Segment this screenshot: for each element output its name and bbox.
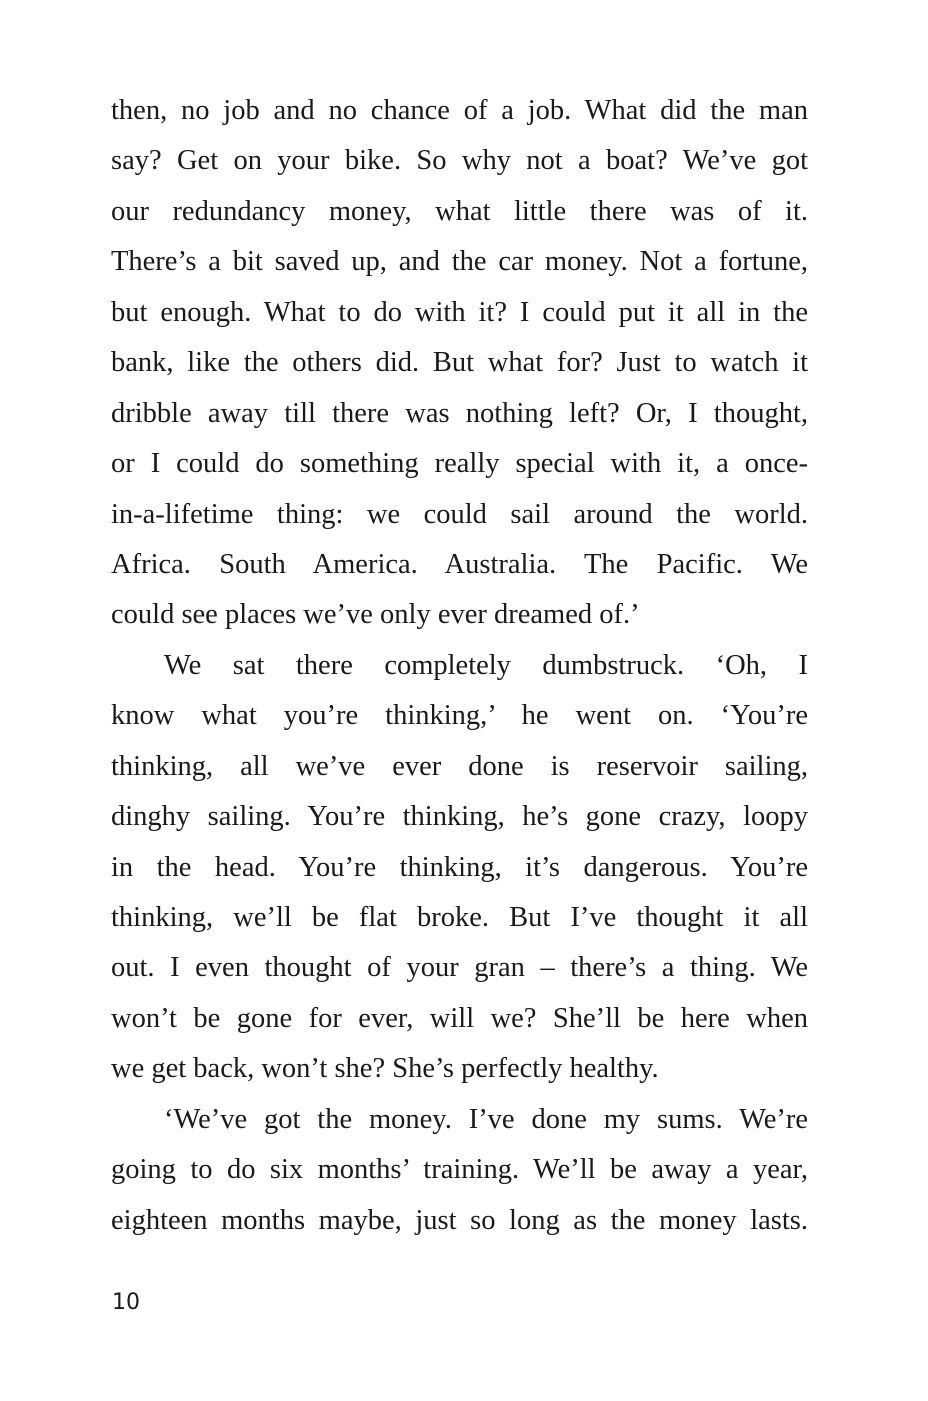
paragraph-2 xyxy=(111,641,808,1095)
page-number: 10 xyxy=(112,1290,140,1315)
paragraph-3 xyxy=(111,1095,808,1246)
text-line: then, no job and no chance of a job. What did the man xyxy=(111,95,808,126)
paragraph-1 xyxy=(111,86,808,641)
text-line: out. I even thought of your gran – there’s a thing. We xyxy=(111,952,808,984)
text-line: could see places we’ve only ever dreamed of.’ xyxy=(111,599,640,631)
text-line: we get back, won’t she? She’s perfectly healthy. xyxy=(111,1053,659,1085)
text-line: say? Get on your bike. So why not a boat? We’ve got xyxy=(111,145,808,177)
text-line: or I could do something really special with it, a once- xyxy=(111,448,808,480)
text-line: dribble away till there was nothing left? Or, I thought, xyxy=(111,397,808,429)
text-line: bank, like the others did. But what for? Just to watch it xyxy=(111,347,808,379)
text-line: ‘We’ve got the money. I’ve done my sums. We’re xyxy=(164,1103,808,1135)
text-line: eighteen months maybe, just so long as the money lasts. xyxy=(111,1204,808,1236)
text-line: dinghy sailing. You’re thinking, he’s gone crazy, loopy xyxy=(111,801,808,833)
text-line: in the head. You’re thinking, it’s dangerous. You’re xyxy=(111,851,808,883)
text-line: in-a-lifetime thing: we could sail around the world. xyxy=(111,498,808,530)
text-line: know what you’re thinking,’ he went on. ‘You’re xyxy=(111,700,808,732)
text-line: thinking, we’ll be flat broke. But I’ve thought it all xyxy=(111,902,808,933)
text-line: There’s a bit saved up, and the car money. Not a fortune, xyxy=(111,246,808,278)
body-text xyxy=(111,86,808,1246)
text-line: We sat there completely dumbstruck. ‘Oh, I xyxy=(164,649,808,681)
text-line: but enough. What to do with it? I could put it all in the xyxy=(111,296,808,328)
text-line: won’t be gone for ever, will we? She’ll be here when xyxy=(111,1002,808,1034)
text-line: our redundancy money, what little there was of it. xyxy=(111,195,808,227)
text-line: thinking, all we’ve ever done is reservoir sailing, xyxy=(111,750,808,782)
text-line: Africa. South America. Australia. The Pacific. We xyxy=(111,548,808,580)
text-line: going to do six months’ training. We’ll be away a year, xyxy=(111,1154,808,1186)
